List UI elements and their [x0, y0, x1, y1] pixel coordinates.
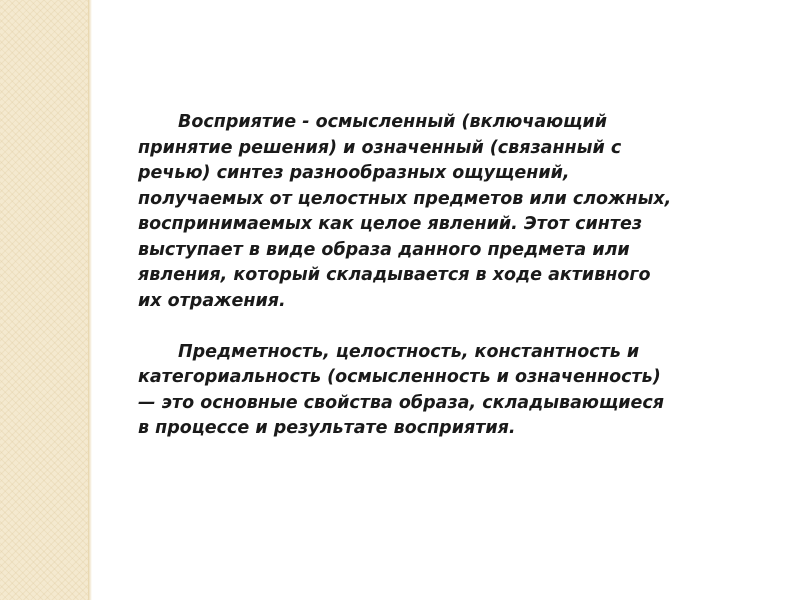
slide-text-body: [138, 110, 678, 442]
decorative-side-strip: [0, 0, 88, 600]
paragraph-image-properties: Предметность, целостность, константность и категориальность (осмысленность и означенность) — это основные свойства образа, складывающиеся в процессе и результате восприятия.: [138, 341, 665, 438]
side-strip-edge: [88, 0, 92, 600]
paragraph-perception-definition: Восприятие - осмысленный (включающий принятие решения) и означенный (связанный с речью) синтез разнообразных ощущений, получаемых от целостных предметов или сложных, воспринимаемых как целое явлений. Этот синтез выступает в виде образа данного предмета или явления, который складывается в ходе активного их отражения.: [138, 112, 672, 311]
